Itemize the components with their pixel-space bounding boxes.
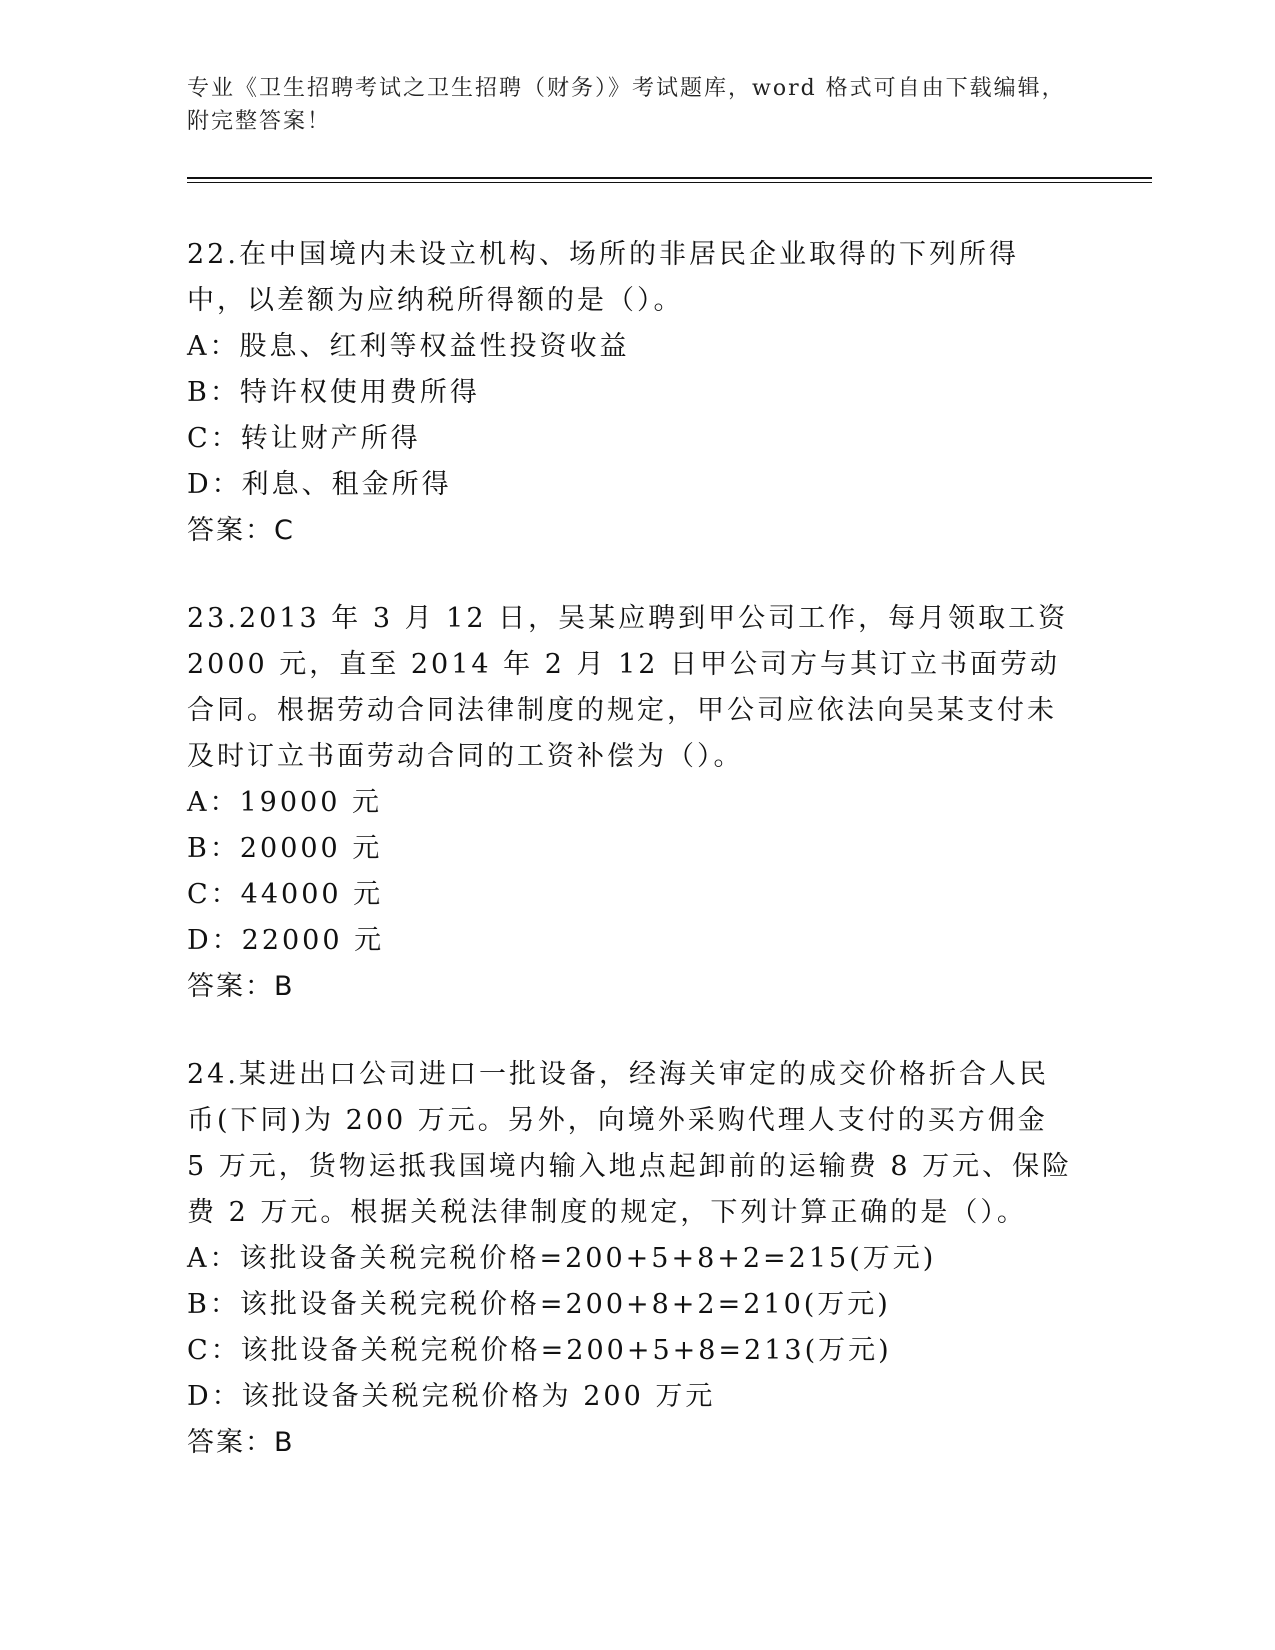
option-a: A：该批设备关税完税价格=200+5+8+2=215(万元) <box>187 1243 937 1274</box>
question-stem: 22.在中国境内未设立机构、场所的非居民企业取得的下列所得中，以差额为应纳税所得额的是（）。 <box>187 239 1019 316</box>
option-c: C：转让财产所得 <box>187 423 421 454</box>
question-stem: 24.某进出口公司进口一批设备，经海关审定的成交价格折合人民币(下同)为 200 万元。另外，向境外采购代理人支付的买方佣金 5 万元，货物运抵我国境内输入地点起卸前的运输费 8 万元、保险费 2 万元。根据关税法律制度的规定，下列计算正确的是（）。 <box>187 1059 1073 1228</box>
answer-line: 答案：C <box>187 515 295 546</box>
question-23 <box>187 596 1077 1010</box>
page-header <box>187 72 1067 138</box>
option-c: C：44000 元 <box>187 879 384 910</box>
header-divider-thin <box>187 182 1152 183</box>
option-d: D：22000 元 <box>187 925 385 956</box>
option-b: B：特许权使用费所得 <box>187 377 480 408</box>
option-a: A：股息、红利等权益性投资收益 <box>187 331 630 362</box>
option-d: D：利息、租金所得 <box>187 469 452 500</box>
header-intro: 专业《卫生招聘考试之卫生招聘（财务）》考试题库，word 格式可自由下载编辑，附完整答案！ <box>187 76 1066 134</box>
question-stem: 23.2013 年 3 月 12 日，吴某应聘到甲公司工作，每月领取工资 2000 元，直至 2014 年 2 月 12 日甲公司方与其订立书面劳动合同。根据劳动合同法律制度的规定，甲公司应依法向吴某支付未及时订立书面劳动合同的工资补偿为（）。 <box>187 603 1069 772</box>
answer-line: 答案：B <box>187 1427 295 1458</box>
question-22 <box>187 232 1077 554</box>
option-c: C：该批设备关税完税价格=200+5+8=213(万元) <box>187 1335 892 1366</box>
option-a: A：19000 元 <box>187 787 382 818</box>
option-d: D：该批设备关税完税价格为 200 万元 <box>187 1381 716 1412</box>
option-b: B：20000 元 <box>187 833 383 864</box>
answer-line: 答案：B <box>187 971 295 1002</box>
header-divider-thick <box>187 177 1152 179</box>
option-b: B：该批设备关税完税价格=200+8+2=210(万元) <box>187 1289 891 1320</box>
question-24 <box>187 1052 1077 1466</box>
